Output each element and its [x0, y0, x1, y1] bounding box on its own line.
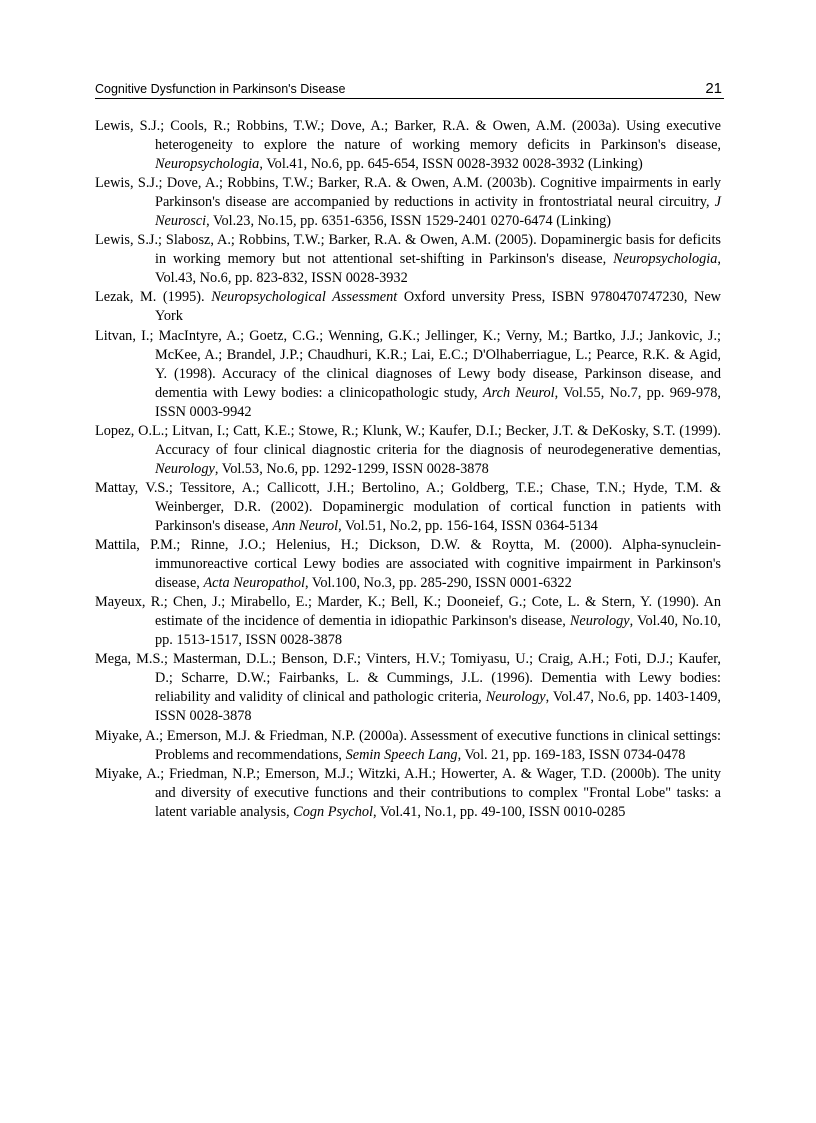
reference-text: Miyake, A.; Emerson, M.J. & Friedman, N.P. (2000a). Assessment of executive functions in clinical settings: Problems and recommendations, — [95, 727, 721, 763]
reference-text: Litvan, I.; MacIntyre, A.; Goetz, C.G.; Wenning, G.K.; Jellinger, K.; Verny, M.; Bartko, J.J.; Jankovic, J.; McKee, A.; Brandel, J.P.; Chaudhuri, K.R.; Lai, E.C.; D'Olhaberriague, L.; Pearce, R.K. & Agid, Y. (1998). Accuracy of the clinical diagnoses of Lewy body disease, Parkinson disease, and dementia with Lewy bodies: a clinicopathologic study, — [95, 327, 721, 401]
header-title: Cognitive Dysfunction in Parkinson's Disease — [95, 82, 346, 96]
reference-entry — [95, 288, 721, 326]
reference-details: , Vol.23, No.15, pp. 6351-6356, ISSN 1529-2401 0270-6474 (Linking) — [206, 213, 612, 230]
reference-details: , Vol.100, No.3, pp. 285-290, ISSN 0001-6322 — [304, 575, 572, 592]
reference-details: Oxford unversity Press, ISBN 9780470747230, New York — [155, 289, 721, 325]
reference-details: , Vol.41, No.6, pp. 645-654, ISSN 0028-3932 0028-3932 (Linking) — [259, 156, 643, 173]
journal-name: Cogn Psychol — [293, 803, 373, 820]
journal-name: Neuropsychological Assessment — [211, 289, 398, 306]
reference-text: Mattay, V.S.; Tessitore, A.; Callicott, J.H.; Bertolino, A.; Goldberg, T.E.; Chase, T.N.; Hyde, T.M. & Weinberger, D.R. (2002). Dopaminergic modulation of cortical function in patients with Parkinson's disease, — [95, 479, 721, 534]
reference-entry — [95, 422, 721, 479]
reference-entry — [95, 117, 721, 174]
reference-entry — [95, 650, 721, 726]
reference-entry — [95, 174, 721, 231]
reference-entry — [95, 765, 721, 822]
journal-name: Neurology — [569, 613, 630, 630]
reference-text: Lopez, O.L.; Litvan, I.; Catt, K.E.; Stowe, R.; Klunk, W.; Kaufer, D.I.; Becker, J.T. & DeKosky, S.T. (1999). Accuracy of four clinical diagnostic criteria for the diagnosis of neurodegenerative dementias, — [95, 422, 721, 458]
reference-text: Mattila, P.M.; Rinne, J.O.; Helenius, H.; Dickson, D.W. & Roytta, M. (2000). Alpha-synuclein-immunoreactive cortical Lewy bodies are associated with cognitive impairment in Parkinson's disease, — [95, 537, 721, 592]
journal-name: Neurology — [485, 689, 546, 706]
reference-entry — [95, 536, 721, 593]
reference-entry — [95, 231, 721, 288]
reference-list — [95, 117, 721, 822]
journal-name: Neurology — [155, 460, 215, 477]
reference-details: , Vol.40, No.10, pp. 1513-1517, ISSN 0028-3878 — [155, 613, 721, 649]
reference-text: Mega, M.S.; Masterman, D.L.; Benson, D.F.; Vinters, H.V.; Tomiyasu, U.; Craig, A.H.; Foti, D.J.; Kaufer, D.; Scharre, D.W.; Fairbanks, L. & Cummings, J.L. (1996). Dementia with Lewy bodies: reliability and validity of clinical and pathologic criteria, — [95, 651, 721, 706]
reference-text: Lezak, M. (1995). — [95, 289, 212, 306]
journal-name: Ann Neurol — [272, 517, 339, 534]
reference-details: , Vol.43, No.6, pp. 823-832, ISSN 0028-3932 — [155, 251, 721, 287]
reference-entry — [95, 327, 721, 422]
journal-name: Neuropsychologia — [155, 156, 260, 173]
journal-name: Semin Speech Lang — [345, 746, 458, 763]
reference-text: Lewis, S.J.; Dove, A.; Robbins, T.W.; Barker, R.A. & Owen, A.M. (2003b). Cognitive impairments in early Parkinson's disease are accompanied by reductions in activity in frontostriatal neural circuitry, — [95, 175, 721, 211]
journal-name: Acta Neuropathol — [203, 575, 305, 592]
journal-name: Neuropsychologia — [613, 251, 718, 268]
reference-text: Lewis, S.J.; Slabosz, A.; Robbins, T.W.; Barker, R.A. & Owen, A.M. (2005). Dopaminergic basis for deficits in working memory but not attentional set-shifting in Parkinson's disease, — [95, 232, 721, 268]
journal-name: J Neurosci — [155, 194, 721, 230]
reference-entry — [95, 479, 721, 536]
journal-name: Arch Neurol — [482, 384, 555, 401]
reference-entry — [95, 593, 721, 650]
reference-entry — [95, 727, 721, 765]
reference-details: , Vol.55, No.7, pp. 969-978, ISSN 0003-9942 — [155, 384, 721, 420]
reference-text: Mayeux, R.; Chen, J.; Mirabello, E.; Marder, K.; Bell, K.; Dooneief, G.; Cote, L. & Stern, Y. (1990). An estimate of the incidence of dementia in idiopathic Parkinson's disease, — [95, 594, 721, 630]
reference-details: , Vol. 21, pp. 169-183, ISSN 0734-0478 — [457, 746, 686, 763]
page-number: 21 — [705, 80, 722, 97]
reference-details: , Vol.53, No.6, pp. 1292-1299, ISSN 0028-3878 — [214, 460, 489, 477]
reference-details: , Vol.51, No.2, pp. 156-164, ISSN 0364-5134 — [338, 517, 598, 534]
reference-details: , Vol.47, No.6, pp. 1403-1409, ISSN 0028-3878 — [155, 689, 721, 725]
reference-text: Lewis, S.J.; Cools, R.; Robbins, T.W.; Dove, A.; Barker, R.A. & Owen, A.M. (2003a). Using executive heterogeneity to explore the nature of working memory deficits in Parkinson's disease, — [95, 118, 721, 154]
reference-details: , Vol.41, No.1, pp. 49-100, ISSN 0010-0285 — [372, 803, 626, 820]
running-header — [95, 78, 724, 99]
reference-text: Miyake, A.; Friedman, N.P.; Emerson, M.J.; Witzki, A.H.; Howerter, A. & Wager, T.D. (2000b). The unity and diversity of executive functions and their contributions to complex "Frontal Lobe" tasks: a latent variable analysis, — [95, 765, 721, 820]
